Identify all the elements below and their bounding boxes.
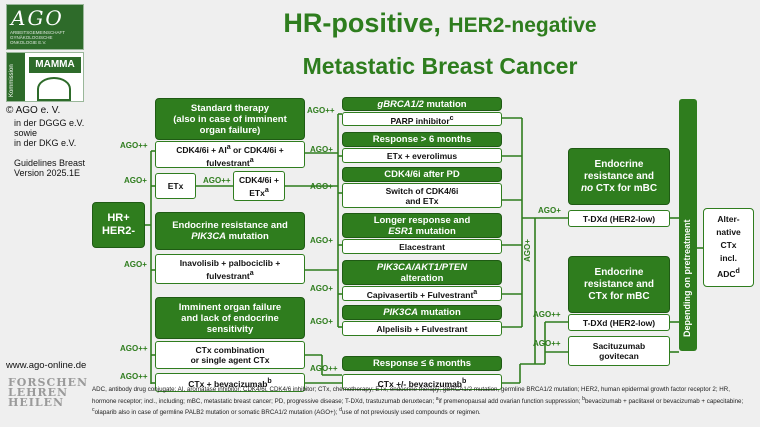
pik3ca-mut-rest: mutation <box>418 307 461 318</box>
ago-logo-mark: AGO <box>11 6 64 30</box>
cdk-etx-sup: a <box>264 185 269 194</box>
footnote-b: bevacizumab + paclitaxel or bevacizumab + capecitabine; <box>584 397 744 405</box>
alpelisib-box: Alpelisib + Fulvestrant <box>342 321 502 336</box>
sidebar-line-2: in der DGGG e.V. <box>14 118 85 128</box>
copyright-line: © AGO e. V. <box>6 105 61 116</box>
ctx-bev2-text: CTx +/- bevacizumab <box>377 378 462 389</box>
ago-logo-subtext: ARBEITSGEMEINSCHAFT GYNÄKOLOGISCHE ONKOLOGIE E.V. <box>10 30 65 45</box>
alt-l2: native <box>716 227 741 237</box>
pik3ca-akt-l2: alteration <box>400 272 444 284</box>
ago-level-label: AGO+ <box>310 284 333 293</box>
alt-sup: d <box>735 267 740 275</box>
footnote-c: olaparib also in case of germline PALB2 mutation or somatic BRCA1/2 mutation (AGO+); <box>94 409 340 417</box>
sidebar-line-3: sowie <box>14 128 38 138</box>
switch-cdk-box <box>342 183 502 208</box>
inavolisib-box <box>155 254 305 284</box>
standard-l2: (also in case of imminent <box>173 113 287 125</box>
sidebar-line-4: in der DKG e.V. <box>14 138 77 148</box>
endocrine-no-ctx-header <box>568 148 670 205</box>
motto-3: HEILEN <box>8 396 65 409</box>
gbrca-rest: mutation <box>423 98 467 110</box>
parp-inhibitor-box <box>342 112 502 126</box>
footnote-sup-b: b <box>582 395 585 402</box>
ctx-combo-l1: CTx combination <box>195 345 265 355</box>
ago-level-label: AGO+ <box>310 182 333 191</box>
longer-l1: Longer response and <box>373 214 471 226</box>
ago-level-label: AGO++ <box>307 106 335 115</box>
inavolisib-l2: fulvestrant <box>206 270 250 281</box>
footnote-sup-d: d <box>339 407 343 414</box>
ago-level-label: AGO++ <box>533 310 561 319</box>
no-ctx-l3b: CTx for mBC <box>593 182 658 194</box>
hr-her2-root-node <box>92 202 145 248</box>
footnote-sup-a: a <box>435 395 439 402</box>
tdxd-box-2: T-DXd (HER2-low) <box>568 314 670 331</box>
pik3ca-head-gene: PIK3CA <box>191 231 227 242</box>
standard-l1: Standard therapy <box>190 102 270 114</box>
cdk46-etx-box <box>233 171 285 201</box>
cdk-first-sup-a: a <box>226 142 231 151</box>
ago-level-label: AGO+ <box>124 176 147 185</box>
inavolisib-sup: a <box>249 268 254 277</box>
vertical-bar-label: Depending on pretreatment <box>682 219 692 337</box>
longer-l2b: mutation <box>413 225 456 237</box>
ago-level-label: AGO+ <box>538 206 561 215</box>
cdk46-ai-fulvestrant-box <box>155 141 305 168</box>
response-over-6-header: Response > 6 months <box>342 132 502 147</box>
tdxd-box-1: T-DXd (HER2-low) <box>568 210 670 227</box>
cdk-first-sup: a <box>249 155 254 164</box>
esr1-gene: ESR1 <box>388 225 414 237</box>
ago-level-label: AGO++ <box>120 372 148 381</box>
no-ctx-l1: Endocrine <box>594 158 644 170</box>
parp-sup: c <box>449 113 454 122</box>
ago-level-label: AGO+ <box>310 145 333 154</box>
organ-l2: and lack of endocrine <box>181 312 279 324</box>
capivasertib-box <box>342 286 502 301</box>
organ-l1: Imminent organ failure <box>178 301 282 313</box>
longer-response-esr1-header <box>342 213 502 238</box>
inavolisib-l1: Inavolisib + palbociclib + <box>179 257 281 268</box>
capivasertib-text: Capivasertib + Fulvestrant <box>366 289 474 300</box>
ago-level-label: AGO++ <box>310 364 338 373</box>
organ-failure-header <box>155 297 305 339</box>
gbrca-gene: gBRCA1/2 <box>377 98 424 110</box>
root-line-2: HER2- <box>101 225 135 237</box>
root-line-1: HR+ <box>107 212 130 224</box>
footnote <box>92 386 756 418</box>
everolimus-box: ETx + everolimus <box>342 148 502 163</box>
footnote-sup-c: c <box>92 407 95 414</box>
ago-level-label: AGO++ <box>533 339 561 348</box>
etx-box: ETx <box>155 173 196 199</box>
no-ctx-l2: resistance and <box>583 170 655 182</box>
guideline-version: Version 2025.1E <box>14 168 81 178</box>
ctx-bev-text: CTx + bevacizumab <box>188 378 268 389</box>
mamma-logo-word: MAMMA <box>29 57 81 73</box>
ago-level-label: AGO++ <box>120 141 148 150</box>
cdk-etx-l1: CDK4/6i + <box>239 174 279 185</box>
pik3ca-head-l1: Endocrine resistance and <box>172 220 288 231</box>
pik3ca-akt-l1: PIK3CA/AKT1/PTEN <box>376 261 468 273</box>
standard-l3: organ failure) <box>199 124 261 136</box>
ctx-head-l3: CTx for mBC <box>588 290 650 302</box>
ago-level-label: AGO+ <box>310 236 333 245</box>
website-link[interactable]: www.ago-online.de <box>6 360 87 371</box>
cdk-first-l2: fulvestrant <box>206 157 250 168</box>
footnote-a: if premenopausal add ovarian function suppression; <box>438 397 583 405</box>
switch-l1: Switch of CDK4/6i <box>385 185 459 196</box>
alt-l5: ADC <box>717 268 736 279</box>
ago-level-label: AGO++ <box>120 344 148 353</box>
gbrca-mutation-header <box>342 97 502 111</box>
cdk-etx-l2: ETx <box>249 187 265 198</box>
capivasertib-sup: a <box>473 288 478 297</box>
ago-level-label: AGO+ <box>124 260 147 269</box>
no-ctx-no: no <box>580 182 594 194</box>
elacestrant-box: Elacestrant <box>342 239 502 254</box>
page-subtitle: Metastatic Breast Cancer <box>302 53 578 79</box>
ago-level-label: AGO+ <box>310 317 333 326</box>
organ-l3: sensitivity <box>206 323 254 335</box>
standard-therapy-header <box>155 98 305 140</box>
pik3ca-akt1-pten-header <box>342 260 502 285</box>
pik3ca-mutation-header <box>342 305 502 320</box>
ctx-bev-sup: b <box>267 377 272 386</box>
parp-text: PARP inhibitor <box>390 115 450 126</box>
cdk-first-l1b: or CDK4/6i + <box>230 144 284 155</box>
mamma-band-text: Kommission <box>9 64 15 97</box>
alt-l4: incl. <box>719 253 737 263</box>
pik3ca-head-l2b: mutation <box>226 231 269 242</box>
footnote-d: use of not previously used compounds or regimen. <box>342 409 481 417</box>
response-le-6-header: Response ≤ 6 months <box>342 356 502 371</box>
title-part-1: HR-positive, <box>283 8 441 38</box>
switch-l2: and ETx <box>405 195 439 206</box>
ctx-bev2-sup: b <box>462 376 467 385</box>
pik3ca-mut-gene: PIK3CA <box>383 307 419 318</box>
ctx-head-l2: resistance and <box>583 278 655 290</box>
ctx-combination-box <box>155 341 305 369</box>
pik3ca-resistance-header <box>155 212 305 250</box>
cdk-first-l1: CDK4/6i + AI <box>176 144 227 155</box>
motto-1: FORSCHEN <box>8 376 89 389</box>
ago-level-label: AGO++ <box>203 176 231 185</box>
sacituzumab-box <box>568 336 670 366</box>
cdk-after-pd-header: CDK4/6i after PD <box>342 167 502 182</box>
alternative-ctx-box <box>703 208 754 287</box>
sacituzumab-l2: govitecan <box>599 351 639 361</box>
ago-level-label-vertical: AGO+ <box>523 239 532 262</box>
alt-l3: CTx <box>720 240 737 250</box>
alt-l1: Alter- <box>717 214 740 224</box>
title-part-2: HER2-negative <box>448 14 597 37</box>
endocrine-ctx-header <box>568 256 670 313</box>
ctx-head-l1: Endocrine <box>594 266 644 278</box>
ctx-combo-l2: or single agent CTx <box>190 355 270 365</box>
depending-on-pretreatment-bar <box>679 99 697 351</box>
footnote-abbreviations: ADC, antibody drug conjugate; AI, aromatase inhibitor; CDK4/6i, CDK4/6 inhibitor; CTx, chemotherapy; ETx, endocrine therapy; gBRCA1/2 mutation, germline BRCA1/2 mutation; HER2, human epidermal growth factor receptor 2; HR, hormone receptor; incl., including; mBC, metastatic breast cancer; PD, progressive disease; T-DXd, trastuzumab deruxtecan; <box>92 386 730 405</box>
motto-2: LEHREN <box>8 386 69 399</box>
sacituzumab-l1: Sacituzumab <box>592 341 646 351</box>
guideline-title: Guidelines Breast <box>14 158 86 168</box>
